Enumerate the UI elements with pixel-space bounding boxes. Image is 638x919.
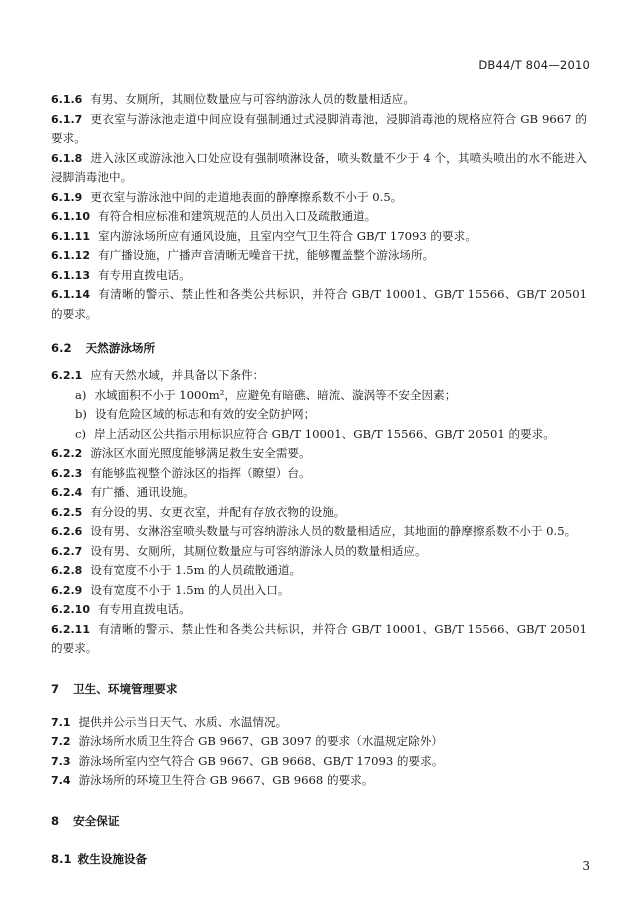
clause-7-4: 7.4 游泳场所的环境卫生符合 GB 9667、GB 9668 的要求。 bbox=[51, 773, 374, 787]
clause-6-2-11: 6.2.11 有清晰的警示、禁止性和各类公共标识，并符合 GB/T 10001、GB/T 15566、GB/T 20501 的要求。 bbox=[51, 621, 587, 655]
clause-6-2-7: 6.2.7 设有男、女厕所，其厕位数量应与可容纳游泳人员的数量相适应。 bbox=[51, 543, 427, 558]
clause-6-1-6: 6.1.6 有男、女厕所，其厕位数量应与可容纳游泳人员的数量相适应。 bbox=[51, 92, 415, 106]
document-id: DB44/T 804—2010 bbox=[478, 58, 590, 72]
section-8-1-heading: 8.1 救生设施设备 bbox=[51, 851, 148, 866]
clause-6-2-9: 6.2.9 设有宽度不小于 1.5m 的人员出入口。 bbox=[51, 582, 290, 597]
clause-6-2-5: 6.2.5 有分设的男、女更衣室，并配有存放衣物的设施。 bbox=[51, 504, 346, 519]
sub-item-c: c) 岸上活动区公共指示用标识应符合 GB/T 10001、GB/T 15566、GB/T 20501 的要求。 bbox=[75, 426, 555, 441]
section-6-1-clauses bbox=[51, 90, 587, 324]
section-6-2-clauses bbox=[51, 366, 587, 659]
clause-7-3: 7.3 游泳场所室内空气符合 GB 9667、GB 9668、GB/T 17093 的要求。 bbox=[51, 753, 444, 768]
section-7-heading: 7 卫生、环境管理要求 bbox=[51, 681, 178, 696]
page-content bbox=[51, 90, 587, 867]
clause-6-1-10: 6.1.10 有符合相应标准和建筑规范的人员出入口及疏散通道。 bbox=[51, 209, 377, 223]
page-number: 3 bbox=[582, 859, 590, 873]
section-8-heading: 8 安全保证 bbox=[51, 813, 120, 828]
clause-6-2-8: 6.2.8 设有宽度不小于 1.5m 的人员疏散通道。 bbox=[51, 563, 302, 577]
clause-6-2-1: 6.2.1 应有天然水域，并具备以下条件： bbox=[51, 368, 265, 382]
section-6-2-heading: 6.2 天然游泳场所 bbox=[51, 341, 156, 355]
clause-6-1-11: 6.1.11 室内游泳场所应有通风设施，且室内空气卫生符合 GB/T 17093 的要求。 bbox=[51, 228, 477, 243]
clause-6-1-12: 6.1.12 有广播设施，广播声音清晰无噪音干扰，能够覆盖整个游泳场所。 bbox=[51, 248, 435, 262]
clause-7-2: 7.2 游泳场所水质卫生符合 GB 9667、GB 3097 的要求（水温规定除外） bbox=[51, 734, 443, 748]
clause-6-1-14: 6.1.14 有清晰的警示、禁止性和各类公共标识，并符合 GB/T 10001、GB/T 15566、GB/T 20501 的要求。 bbox=[51, 287, 587, 321]
clause-6-1-7: 6.1.7 更衣室与游泳池走道中间应设有强制通过式浸脚消毒池，浸脚消毒池的规格应符合 GB 9667 的要求。 bbox=[51, 111, 587, 145]
clause-6-1-13: 6.1.13 有专用直拨电话。 bbox=[51, 267, 191, 282]
clause-6-2-3: 6.2.3 有能够监视整个游泳区的指挥（瞭望）台。 bbox=[51, 465, 311, 480]
clause-6-2-2: 6.2.2 游泳区水面光照度能够满足救生安全需要。 bbox=[51, 446, 311, 460]
sub-item-b: b) 设有危险区域的标志和有效的安全防护网； bbox=[75, 407, 316, 421]
clause-6-2-6: 6.2.6 设有男、女淋浴室喷头数量与可容纳游泳人员的数量相适应，其地面的静摩擦系数不小于 0.5。 bbox=[51, 524, 577, 538]
sub-item-a: a) 水域面积不小于 1000m²，应避免有暗礁、暗流、漩涡等不安全因素； bbox=[75, 387, 457, 402]
clause-6-2-4: 6.2.4 有广播、通讯设施。 bbox=[51, 485, 195, 499]
clause-7-1: 7.1 提供并公示当日天气、水质、水温情况。 bbox=[51, 714, 288, 729]
clause-6-2-10: 6.2.10 有专用直拨电话。 bbox=[51, 602, 191, 616]
clause-6-1-9: 6.1.9 更衣室与游泳池中间的走道地表面的静摩擦系数不小于 0.5。 bbox=[51, 189, 403, 204]
clause-6-1-8: 6.1.8 进入泳区或游泳池入口处应设有强制喷淋设备，喷头数量不少于 4 个，其喷头喷出的水不能进入浸脚消毒池中。 bbox=[51, 150, 587, 184]
section-7-clauses bbox=[51, 713, 587, 791]
